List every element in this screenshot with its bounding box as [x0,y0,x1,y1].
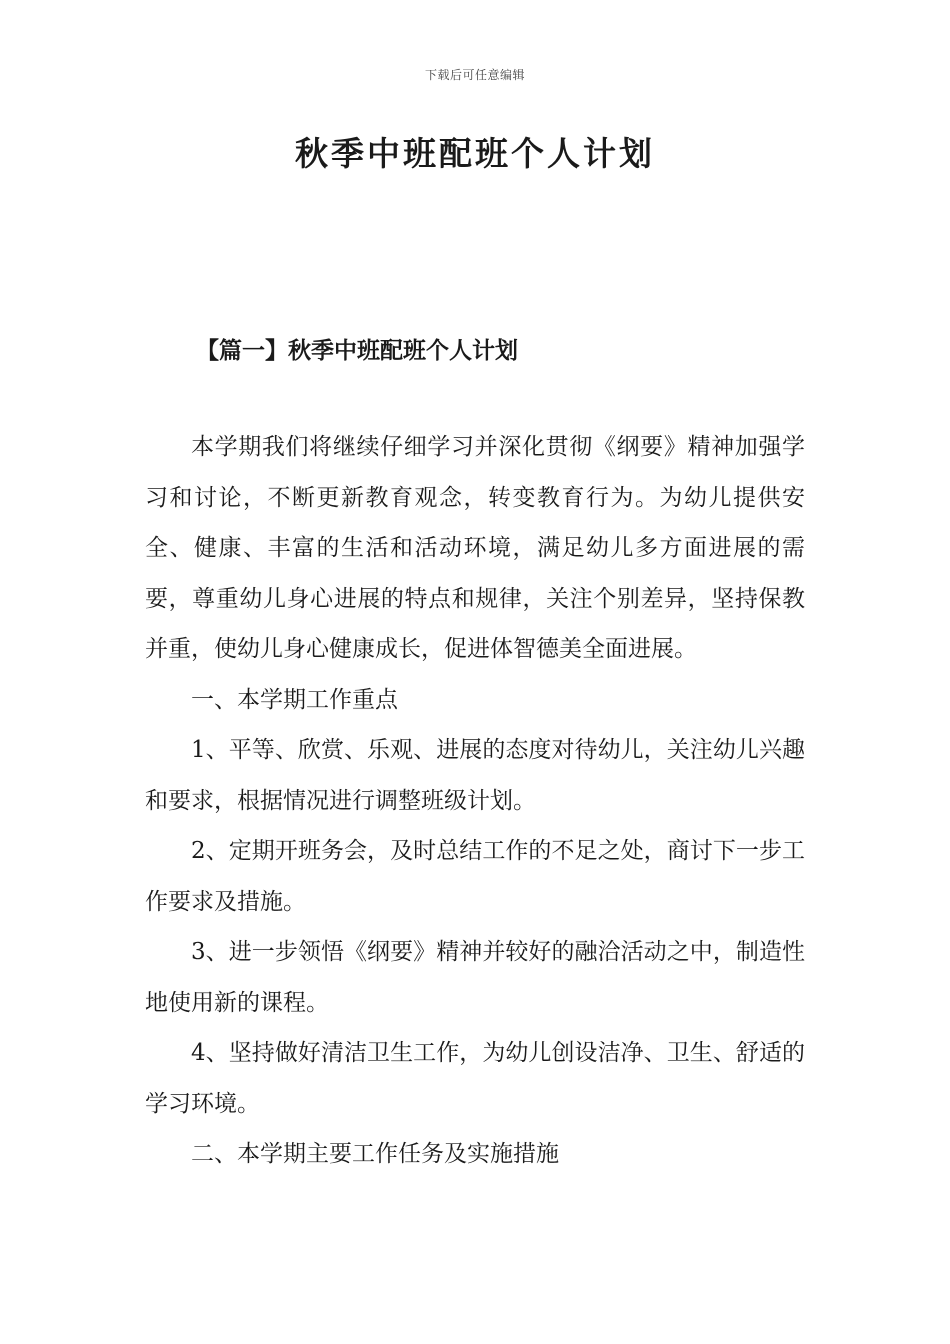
heading-main-tasks: 二、本学期主要工作任务及实施措施 [191,1141,559,1167]
paragraph-intro: 本学期我们将继续仔细学习并深化贯彻《纲要》精神加强学习和讨论，不断更新教育观念，转变教育行为。为幼儿提供安全、健康、丰富的生活和活动环境，满足幼儿多方面进展的需要，尊重幼儿身心进展的特点和规律，关注个别差异，坚持保教并重，使幼儿身心健康成长，促进体智德美全面进展。 [145,434,805,662]
heading-work-focus: 一、本学期工作重点 [191,686,398,713]
header-note: 下载后可任意编辑 [424,68,525,82]
list-item: 4、坚持做好清洁卫生工作，为幼儿创设洁净、卫生、舒适的学习环境。 [145,1040,805,1117]
list-item: 3、进一步领悟《纲要》精神并较好的融洽活动之中，制造性地使用新的课程。 [145,939,805,1016]
document-title: 秋季中班配班个人计划 [295,134,655,173]
list-item: 1、平等、欣赏、乐观、进展的态度对待幼儿，关注幼儿兴趣和要求，根据情况进行调整班级计划。 [145,737,805,814]
section-heading: 【篇一】秋季中班配班个人计划 [196,337,518,364]
document-body [145,422,805,1180]
list-item: 2、定期开班务会，及时总结工作的不足之处，商讨下一步工作要求及措施。 [145,838,805,915]
